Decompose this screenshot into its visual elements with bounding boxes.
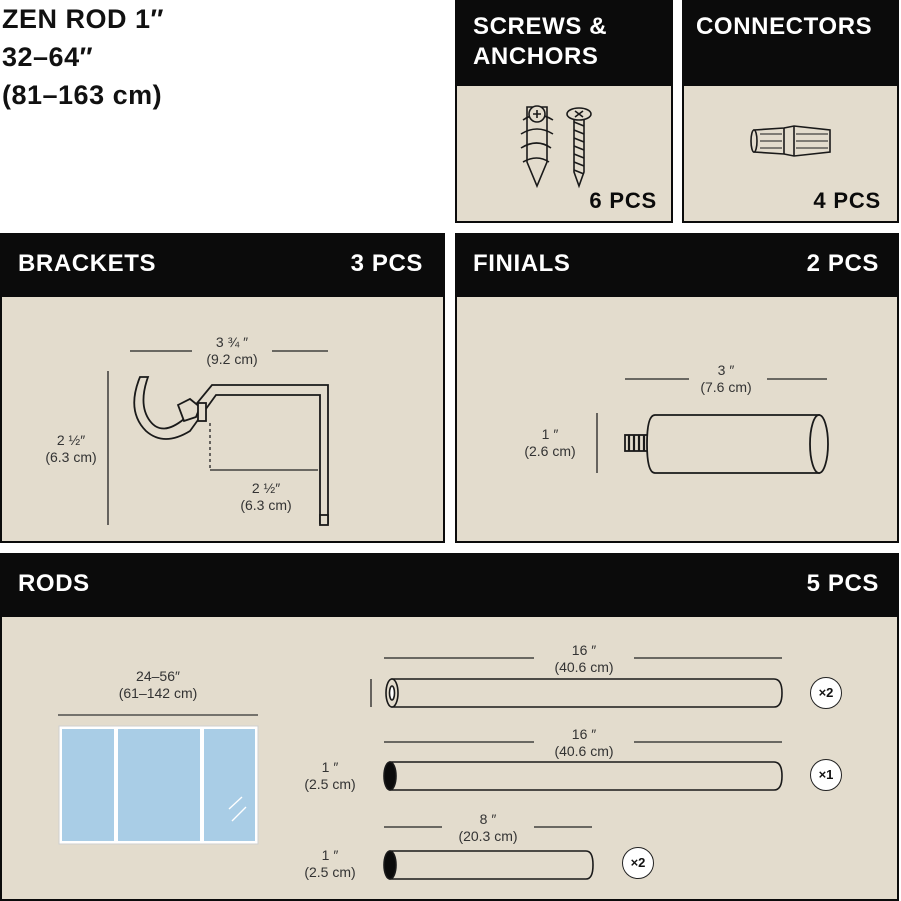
rod2-diameter-label xyxy=(294,759,366,793)
finial-diameter-in: 1 ″ xyxy=(541,426,559,442)
window-width-label xyxy=(108,668,208,702)
screws-anchors-title-1: SCREWS & xyxy=(473,13,608,40)
finial-length-cm: (7.6 cm) xyxy=(700,379,752,395)
rod2-diameter-in: 1 ″ xyxy=(321,759,339,775)
rod3-length-label xyxy=(438,811,538,845)
rod3-diameter-cm: (2.5 cm) xyxy=(304,864,356,880)
rods-panel xyxy=(0,553,899,901)
rod2-quantity-badge: ×1 xyxy=(810,759,842,791)
product-size-in: 32–64″ xyxy=(2,42,94,72)
screws-anchors-count: 6 PCS xyxy=(589,188,657,213)
rod3-length-cm: (20.3 cm) xyxy=(458,828,518,844)
bracket-width-in: 3 ¾ ″ xyxy=(215,334,249,350)
rod3-length-in: 8 ″ xyxy=(479,811,497,827)
rod3-diameter-label xyxy=(294,847,366,881)
rod2-diameter-cm: (2.5 cm) xyxy=(304,776,356,792)
rod3-quantity-badge: ×2 xyxy=(622,847,654,879)
brackets-title: BRACKETS xyxy=(18,250,157,277)
rod3-diameter-in: 1 ″ xyxy=(321,847,339,863)
bracket-depth-cm: (6.3 cm) xyxy=(240,497,292,513)
rod2-length-cm: (40.6 cm) xyxy=(554,743,614,759)
bracket-height-cm: (6.3 cm) xyxy=(45,449,97,465)
brackets-count: 3 PCS xyxy=(350,250,423,277)
connectors-title: CONNECTORS xyxy=(696,13,873,40)
rod2-length-in: 16 ″ xyxy=(571,726,597,742)
screws-anchors-title-2: ANCHORS xyxy=(473,43,599,70)
brackets-panel xyxy=(0,233,445,543)
screws-anchors-panel xyxy=(455,0,673,223)
finial-illustration xyxy=(457,235,901,545)
bracket-height-in: 2 ½″ xyxy=(56,432,86,448)
finials-count: 2 PCS xyxy=(806,250,879,277)
bracket-depth-label xyxy=(226,480,306,514)
finials-panel xyxy=(455,233,899,543)
rod1-quantity-badge: ×2 xyxy=(810,677,842,709)
rod1-length-label xyxy=(534,642,634,676)
product-size-cm: (81–163 cm) xyxy=(2,80,163,110)
finial-length-label xyxy=(686,362,766,396)
finial-length-in: 3 ″ xyxy=(717,362,735,378)
bracket-illustration xyxy=(2,235,447,545)
window-width-cm: (61–142 cm) xyxy=(118,685,198,701)
product-name: ZEN ROD 1″ xyxy=(2,4,164,34)
connectors-panel xyxy=(682,0,899,223)
finials-title: FINIALS xyxy=(473,250,571,277)
connectors-count: 4 PCS xyxy=(813,188,881,213)
rod1-length-cm: (40.6 cm) xyxy=(554,659,614,675)
bracket-width-cm: (9.2 cm) xyxy=(206,351,258,367)
finial-diameter-label xyxy=(515,426,585,460)
bracket-width-label xyxy=(192,334,272,368)
bracket-height-label xyxy=(36,432,106,466)
rods-count: 5 PCS xyxy=(806,570,879,597)
rod1-length-in: 16 ″ xyxy=(571,642,597,658)
rods-title: RODS xyxy=(18,570,90,597)
window-illustration xyxy=(58,715,258,844)
finial-diameter-cm: (2.6 cm) xyxy=(524,443,576,459)
bracket-depth-in: 2 ½″ xyxy=(251,480,281,496)
rods-illustration xyxy=(2,555,901,901)
window-width-in: 24–56″ xyxy=(136,668,180,684)
rod2-length-label xyxy=(534,726,634,760)
product-title xyxy=(2,0,164,114)
